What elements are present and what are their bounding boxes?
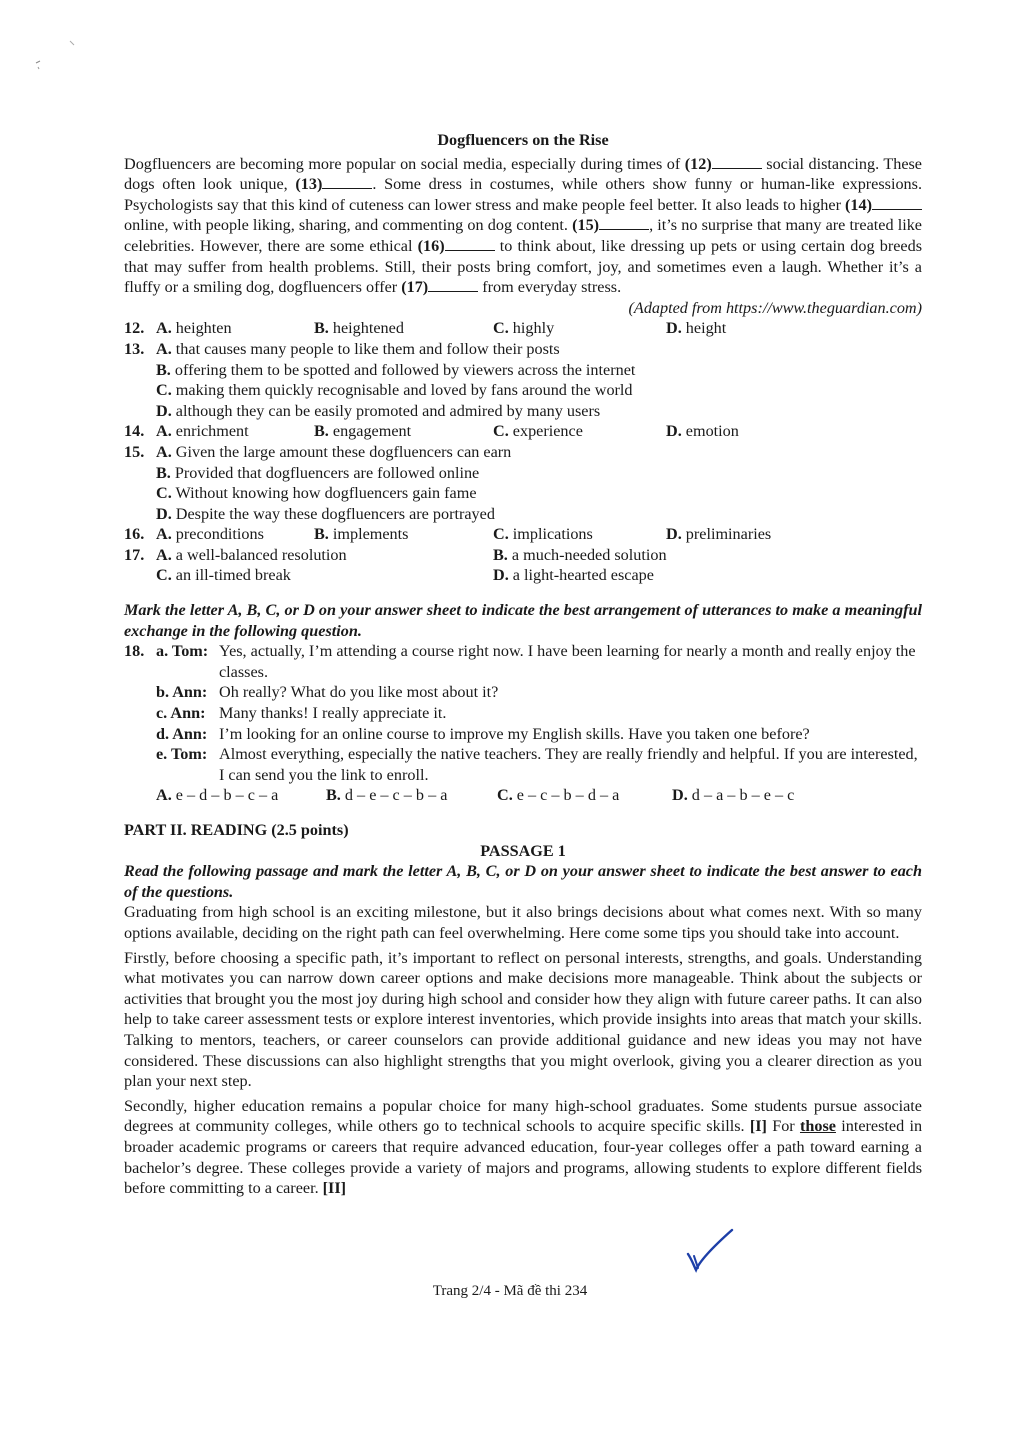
question-number: 16. <box>124 525 145 544</box>
option-b[interactable]: B. d – e – c – b – a <box>326 786 448 805</box>
option-a[interactable]: A. e – d – b – c – a <box>156 786 279 805</box>
scan-speck-mark <box>30 35 90 75</box>
speaker-label: c. Ann: <box>156 704 206 723</box>
option-d[interactable]: D. although they can be easily promoted and admired by many users <box>156 401 601 420</box>
question-17 <box>124 545 922 566</box>
answer-blank <box>445 236 495 251</box>
answer-blank <box>712 154 762 169</box>
question-13 <box>124 339 922 360</box>
utterance-text: Almost everything, especially the native teachers. They are really friendly and helpful. If you are interested, I can send you the link to enroll. <box>219 745 918 784</box>
main-content <box>124 130 922 1199</box>
utterance-text: I’m looking for an online course to improve my English skills. Have you taken one before? <box>219 724 810 743</box>
option-a[interactable]: A. a well-balanced resolution <box>156 545 347 564</box>
question-15-row <box>124 463 922 484</box>
blank-number: (16) <box>417 236 445 255</box>
cloze-text: social distancing. These dogs often look unique, <box>124 154 922 194</box>
question-13-row <box>124 401 922 422</box>
part-heading: PART II. READING (2.5 points) <box>124 821 349 839</box>
reading-instruction: Read the following passage and mark the letter A, B, C, or D on your answer sheet to indicate the best answer to each of the questions. <box>124 862 922 901</box>
option-a[interactable]: A. Given the large amount these dogfluencers can earn <box>156 442 512 461</box>
cloze-text: . Some dress in costumes, while others show funny or human-like expressions. Psychologists say that this kind of cuteness can lower stress and make people feel better. It also leads to higher <box>124 175 922 214</box>
option-d[interactable]: D. d – a – b – e – c <box>672 786 795 805</box>
option-c[interactable]: C. Without knowing how dogfluencers gain fame <box>156 484 477 503</box>
cloze-text: to think about, like dressing up pets or using certain dog breeds that may suffer from health problems. Still, their posts bring comfort, joy, and sometimes even a laugh. Whether it’s a fluffy or a smiling dog, dogfluencers offer <box>124 236 922 297</box>
question-number: 15. <box>124 442 145 461</box>
option-c[interactable]: C. making them quickly recognisable and loved by fans around the world <box>156 381 633 400</box>
option-d[interactable]: D. emotion <box>666 422 739 441</box>
spacer <box>124 806 922 820</box>
cloze-passage <box>124 154 922 298</box>
question-number: 14. <box>124 422 145 441</box>
option-b[interactable]: B. a much-needed solution <box>493 545 667 564</box>
speaker-label: d. Ann: <box>156 724 208 743</box>
question-12 <box>124 318 922 339</box>
option-d[interactable]: D. Despite the way these dogfluencers are portrayed <box>156 504 495 523</box>
paragraph-text: Secondly, higher education remains a popular choice for many high-school graduates. Some students pursue associate degrees at community colleges, while others go to technical schools to acquire specific skills. <box>124 1096 922 1136</box>
option-d[interactable]: D. a light-hearted escape <box>493 566 654 585</box>
reading-paragraph-3 <box>124 1096 922 1199</box>
question-18-line <box>124 682 922 703</box>
answer-blank <box>428 277 478 292</box>
speaker-label: a. Tom: <box>156 642 209 661</box>
exchange-instruction: Mark the letter A, B, C, or D on your answer sheet to indicate the best arrangement of utterances to make a meaningful exchange in the following question. <box>124 601 922 640</box>
question-18-line <box>124 724 922 745</box>
option-d[interactable]: D. preliminaries <box>666 525 772 544</box>
option-a[interactable]: A. heighten <box>156 319 232 338</box>
question-number: 13. <box>124 339 145 358</box>
question-number: 17. <box>124 545 145 564</box>
blank-number: (15) <box>572 216 600 235</box>
question-number: 18. <box>124 642 145 661</box>
question-17-row <box>124 565 922 586</box>
option-a[interactable]: A. enrichment <box>156 422 249 441</box>
speaker-label: b. Ann: <box>156 683 208 702</box>
cloze-text: from everyday stress. <box>482 278 622 297</box>
utterance-text: Oh really? What do you like most about it? <box>219 683 499 702</box>
answer-blank <box>599 215 649 230</box>
question-18-line <box>124 641 922 682</box>
option-c[interactable]: C. experience <box>493 422 583 441</box>
option-b[interactable]: B. implements <box>314 525 409 544</box>
option-b[interactable]: B. heightened <box>314 319 404 338</box>
page-footer: Trang 2/4 - Mã đề thi 234 <box>432 1283 588 1299</box>
reading-paragraph-2: Firstly, before choosing a specific path, it’s important to reflect on personal interests, strengths, and goals. Understanding what motivates you can narrow down career options and make decisions more manageable. Think about the subjects or activities that brought you the most joy during high school and consider how they align with future career paths. It can also help to take career assessment tests or explore interest inventories, which provide insights into areas that match your skills. Talking to mentors, teachers, or career counselors can provide additional guidance and new ideas you may not have considered. These discussions can also highlight strengths that you might overlook, giving you a clearer direction as you plan your next step. <box>124 948 922 1091</box>
question-18-options <box>124 785 922 806</box>
option-b[interactable]: B. engagement <box>314 422 412 441</box>
blank-number: (14) <box>845 195 873 214</box>
passage-label: PASSAGE 1 <box>480 841 566 860</box>
blank-number: (12) <box>684 154 712 173</box>
answer-blank <box>872 195 922 210</box>
position-marker: [II] <box>322 1179 347 1198</box>
question-18-line <box>124 703 922 724</box>
option-a[interactable]: A. preconditions <box>156 525 264 544</box>
cloze-text: online, with people liking, sharing, and commenting on dog content. <box>124 216 568 235</box>
question-13-row <box>124 380 922 401</box>
underlined-word: those <box>799 1117 836 1136</box>
speaker-label: e. Tom: <box>156 745 208 764</box>
reading-paragraph-1: Graduating from high school is an exciting milestone, but it also brings decisions about what comes next. With so many options available, deciding on the right path can feel overwhelming. Here come some tips you should take into account. <box>124 903 922 942</box>
option-b[interactable]: B. Provided that dogfluencers are followed online <box>156 463 480 482</box>
option-d[interactable]: D. height <box>666 319 727 338</box>
position-marker: [I] <box>749 1117 767 1136</box>
option-c[interactable]: C. implications <box>493 525 593 544</box>
question-15-row <box>124 483 922 504</box>
paragraph-text: For <box>772 1117 795 1136</box>
option-c[interactable]: C. highly <box>493 319 555 338</box>
question-15-row <box>124 504 922 525</box>
blank-number: (17) <box>401 278 429 297</box>
question-13-row <box>124 360 922 381</box>
cloze-text: Dogfluencers are becoming more popular on social media, especially during times of <box>124 154 681 173</box>
blank-number: (13) <box>295 175 323 194</box>
option-c[interactable]: C. an ill-timed break <box>156 566 291 585</box>
source-citation: (Adapted from https://www.theguardian.com) <box>628 298 922 317</box>
question-number: 12. <box>124 319 145 338</box>
option-c[interactable]: C. e – c – b – d – a <box>497 786 620 805</box>
question-16 <box>124 524 922 545</box>
option-b[interactable]: B. offering them to be spotted and followed by viewers across the internet <box>156 360 636 379</box>
question-15 <box>124 442 922 463</box>
option-a[interactable]: A. that causes many people to like them and follow their posts <box>156 339 560 358</box>
question-18-line <box>124 744 922 785</box>
utterance-text: Many thanks! I really appreciate it. <box>219 704 447 723</box>
pen-check-mark <box>680 1226 740 1274</box>
paragraph-text: interested in broader academic programs or careers that require advanced education, four-year colleges offer a path toward earning a bachelor’s degree. These colleges provide a variety of majors and programs, allowing students to explore different fields before committing to a career. <box>124 1117 923 1198</box>
answer-blank <box>322 174 372 189</box>
question-14 <box>124 421 922 442</box>
spacer <box>124 586 922 600</box>
cloze-text: , it’s no surprise that many are treated like celebrities. However, there are some ethical <box>124 216 922 255</box>
passage-title: Dogfluencers on the Rise <box>437 131 609 149</box>
utterance-text: Yes, actually, I’m attending a course right now. I have been learning for nearly a month and really enjoy the classes. <box>219 642 916 681</box>
